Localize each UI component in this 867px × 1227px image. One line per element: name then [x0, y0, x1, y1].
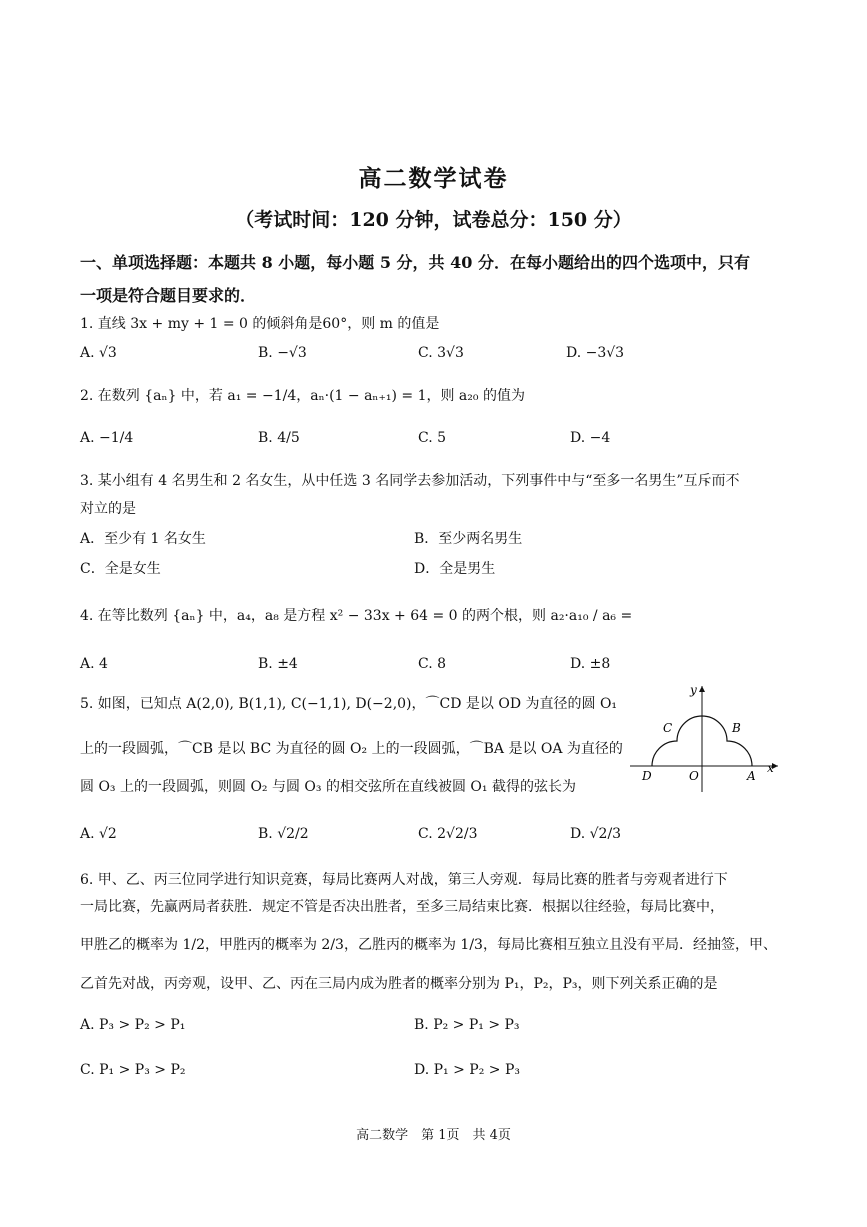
page-footer: 高二数学 第 1页 共 4页: [356, 1128, 511, 1143]
origin-label: O: [689, 769, 699, 783]
question-4-stem: 4. 在等比数列 {aₙ} 中，a₄，a₈ 是方程 x² − 33x + 64 = 0 的两个根，则 a₂·a₁₀ / a₆ =: [80, 608, 633, 624]
question-5-option-b: B. √2/2: [258, 826, 309, 842]
question-5-stem-line2: 上的一段圆弧，⌒CB 是以 BC 为直径的圆 O₂ 上的一段圆弧，⌒BA 是以 OA 为直径的: [80, 741, 623, 757]
question-6-stem-line2: 一局比赛，先赢两局者获胜．规定不管是否决出胜者，至多三局结束比赛．根据以往经验，每局比赛中，: [80, 899, 724, 915]
point-a-label: A: [747, 769, 756, 783]
point-d-label: D: [642, 769, 652, 783]
x-axis-label: x: [767, 761, 774, 775]
question-1-option-c: C. 3√3: [418, 345, 464, 361]
question-5-stem-line3: 圆 O₃ 上的一段圆弧，则圆 O₂ 与圆 O₃ 的相交弦所在直线被圆 O₁ 截得的弦长为: [80, 779, 576, 795]
point-b-label: B: [732, 721, 741, 735]
question-6-option-a: A. P₃ > P₂ > P₁: [80, 1017, 186, 1033]
point-c-label: C: [663, 721, 673, 735]
question-4-option-c: C. 8: [418, 656, 447, 672]
question-6-stem-line1: 6. 甲、乙、丙三位同学进行知识竞赛，每局比赛两人对战，第三人旁观．每局比赛的胜者与旁观者进行下: [80, 872, 728, 888]
question-2-stem: 2. 在数列 {aₙ} 中，若 a₁ = −1/4，aₙ·(1 − aₙ₊₁) = 1，则 a₂₀ 的值为: [80, 388, 525, 404]
question-6-option-b: B. P₂ > P₁ > P₃: [414, 1017, 520, 1033]
question-5-option-d: D. √2/3: [570, 826, 622, 842]
page-title: 高二数学试卷: [358, 165, 509, 192]
section-heading-line2: 一项是符合题目要求的．: [80, 286, 257, 305]
question-6-option-d: D. P₁ > P₂ > P₃: [414, 1062, 520, 1078]
question-3-option-a: A．至少有 1 名女生: [80, 531, 206, 547]
y-axis-arrow: [699, 686, 705, 692]
question-3-option-c: C．全是女生: [80, 561, 161, 577]
question-4-option-d: D. ±8: [570, 656, 611, 672]
question-5-stem-line1: 5. 如图，已知点 A(2,0), B(1,1), C(−1,1), D(−2,0)，⌒CD 是以 OD 为直径的圆 O₁: [80, 696, 618, 712]
question-2-option-d: D. −4: [570, 430, 611, 446]
question-3-stem-line2: 对立的是: [80, 501, 136, 517]
question-5-option-a: A. √2: [80, 826, 117, 842]
question-3-stem-line1: 3. 某小组有 4 名男生和 2 名女生，从中任选 3 名同学去参加活动，下列事件中与“至多一名男生”互斥而不: [80, 473, 740, 489]
question-4-option-b: B. ±4: [258, 656, 298, 672]
question-5-figure: [628, 680, 788, 795]
question-6-stem-line3: 甲胜乙的概率为 1/2，甲胜丙的概率为 2/3，乙胜丙的概率为 1/3，每局比赛相互独立且没有平局．经抽签，甲、: [80, 937, 777, 953]
question-1-option-d: D. −3√3: [566, 345, 625, 361]
question-2-option-a: A. −1/4: [80, 430, 134, 446]
question-1-option-a: A. √3: [80, 345, 117, 361]
question-2-option-b: B. 4/5: [258, 430, 300, 446]
question-3-option-b: B．至少两名男生: [414, 531, 523, 547]
exam-info: （考试时间：120 分钟，试卷总分：150 分）: [235, 209, 632, 231]
question-1-stem: 1. 直线 3x + my + 1 = 0 的倾斜角是60°，则 m 的值是: [80, 316, 440, 332]
section-heading-line1: 一、单项选择题：本题共 8 小题，每小题 5 分，共 40 分．在每小题给出的四个选项中，只有: [80, 253, 750, 272]
question-4-option-a: A. 4: [80, 656, 108, 672]
question-1-option-b: B. −√3: [258, 345, 307, 361]
question-5-option-c: C. 2√2/3: [418, 826, 478, 842]
question-6-option-c: C. P₁ > P₃ > P₂: [80, 1062, 186, 1078]
question-6-stem-line4: 乙首先对战，丙旁观，设甲、乙、丙在三局内成为胜者的概率分别为 P₁，P₂，P₃，则下列关系正确的是: [80, 976, 718, 992]
y-axis-label: y: [690, 683, 697, 697]
question-3-option-d: D．全是男生: [414, 561, 496, 577]
question-2-option-c: C. 5: [418, 430, 447, 446]
